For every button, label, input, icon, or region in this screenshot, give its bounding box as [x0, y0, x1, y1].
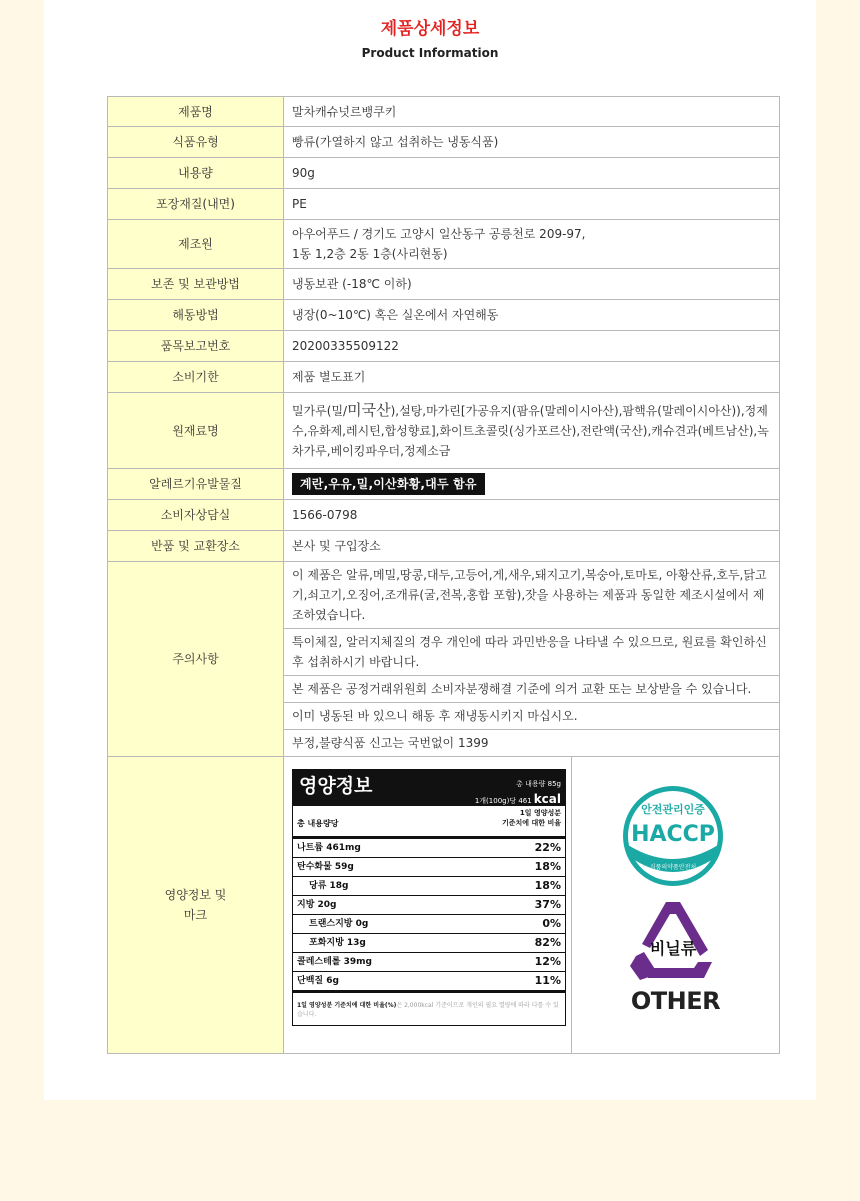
value-report-number: 20200335509122: [284, 331, 780, 362]
nutrition-footnote-bold: 1일 영양성분 기준치에 대한 비율(%): [297, 1002, 397, 1009]
nutrition-serving-value: 1개(100g)당 461: [474, 797, 532, 805]
row-allergy: [108, 469, 780, 500]
row-ingredients: [108, 393, 780, 469]
caution-item: 부정,불량식품 신고는 국번없이 1399: [292, 736, 489, 750]
label-food-type: 식품유형: [108, 127, 284, 158]
nutrition-kcal-unit: kcal: [533, 792, 561, 806]
nutrient-percent: 11%: [534, 974, 561, 987]
nutrition-row: [293, 839, 565, 858]
caution-item: 특이체질, 알러지체질의 경우 개인에 따라 과민반응을 나타낼 수 있으므로, 원료를 확인하신 후 섭취하시기 바랍니다.: [284, 629, 779, 676]
value-volume: 90g: [284, 158, 780, 189]
nutrition-title: 영양정보: [299, 775, 373, 797]
nutrient-percent: 82%: [534, 936, 561, 949]
label-thaw: 해동방법: [108, 300, 284, 331]
row-food-type: [108, 127, 780, 158]
caution-item: 이미 냉동된 바 있으니 해동 후 재냉동시키지 마십시오.: [284, 703, 779, 730]
nutrient-name: 탄수화물 59g: [297, 862, 354, 872]
label-report-number: 품목보고번호: [108, 331, 284, 362]
nutrient-name: 콜레스테롤 39mg: [297, 957, 372, 967]
label-consumer-center: 소비자상담실: [108, 500, 284, 531]
nutrition-sub-left: 총 내용량당: [297, 819, 339, 828]
page-subtitle: Product Information: [361, 46, 499, 60]
value-thaw: 냉장(0~10℃) 혹은 실온에서 자연해동: [284, 300, 780, 331]
haccp-logo-icon: [620, 783, 726, 889]
value-storage: 냉동보관 (-18℃ 이하): [284, 269, 780, 300]
nutrient-name: 당류 18g: [309, 881, 349, 891]
label-nutrition-marks: [108, 757, 284, 1054]
nutrient-name: 단백질 6g: [297, 976, 339, 986]
row-consumer-center: [108, 500, 780, 531]
manufacturer-line-2: 1동 1,2층 2동 1층(사리현동): [292, 247, 448, 261]
recycle-arrow-2: [648, 962, 712, 978]
nutrition-row: [293, 896, 565, 915]
nutrition-rows: [293, 839, 565, 991]
nutrient-percent: 18%: [534, 879, 561, 892]
row-caution: [108, 562, 780, 757]
ingredients-post: ),설탕,마가린[가공유지(팜유(말레이시아산),팜핵유(말레이시아산)),정제수,유화제,레시틴,합성향료],화이트초콜릿(싱가포르산),전란액(국산),캐슈견과(베트남산),녹차가루,베이킹파우더,정제소금: [292, 404, 769, 458]
value-returns: 본사 및 구입장소: [284, 531, 780, 562]
nutrition-row: [293, 877, 565, 896]
caution-item: 본 제품은 공정거래위원회 소비자분쟁해결 기준에 의거 교환 또는 보상받을 수 있습니다.: [284, 676, 779, 703]
label-returns: 반품 및 교환장소: [108, 531, 284, 562]
row-expiry: [108, 362, 780, 393]
nutrient-name: 트랜스지방 0g: [309, 919, 369, 929]
nutrition-footnote: [293, 991, 565, 1025]
allergy-badge: 계란,우유,밀,이산화황,대두 함유: [292, 473, 485, 495]
recycle-mark-icon: [628, 900, 718, 986]
nutrient-name: 지방 20g: [297, 900, 337, 910]
nutrient-percent: 12%: [534, 955, 561, 968]
nutrition-label-line-2: 마크: [183, 908, 208, 922]
row-storage: [108, 269, 780, 300]
nutrition-total: 총 내용량 85g: [516, 780, 561, 788]
caution-item: 이 제품은 알류,메밀,땅콩,대두,고등어,게,새우,돼지고기,복숭아,토마토, 아황산류,호두,닭고기,쇠고기,오징어,조개류(굴,전복,홍합 포함),잣을 사용하는 제품과 동일한 제조시설에서 제조하였습니다.: [284, 562, 779, 629]
nutrition-footnote-rest: 은 2,000kcal 기준이므로 개인의 필요 열량에 따라 다를 수 있습니다.: [297, 1002, 559, 1018]
nutrition-marks-wrap: [284, 757, 779, 1053]
label-volume: 내용량: [108, 158, 284, 189]
row-volume: [108, 158, 780, 189]
nutrition-cell: [284, 757, 572, 1053]
label-allergy: 알레르기유발물질: [108, 469, 284, 500]
nutrient-percent: 22%: [534, 841, 561, 854]
product-info-table: [107, 96, 780, 1054]
nutrition-row: [293, 972, 565, 991]
nutrition-row: [293, 858, 565, 877]
nutrition-row: [293, 934, 565, 953]
row-report-number: [108, 331, 780, 362]
nutrition-facts-label: [292, 769, 566, 1026]
haccp-top-text: 안전관리인증: [641, 803, 705, 816]
ingredients-pre: 밀가루(밀/: [292, 404, 348, 418]
nutrition-row: [293, 953, 565, 972]
label-storage: 보존 및 보관방법: [108, 269, 284, 300]
value-expiry: 제품 별도표기: [284, 362, 780, 393]
label-packaging: 포장재질(내면): [108, 189, 284, 220]
value-packaging: PE: [284, 189, 780, 220]
value-food-type: 빵류(가열하지 않고 섭취하는 냉동식품): [284, 127, 780, 158]
manufacturer-line-1: 아우어푸드 / 경기도 고양시 일산동구 공릉천로 209-97,: [292, 227, 586, 241]
nutrient-percent: 18%: [534, 860, 561, 873]
value-allergy-cell: [284, 469, 780, 500]
row-product-name: [108, 97, 780, 127]
nutrition-label-line-1: 영양정보 및: [164, 888, 227, 902]
haccp-bottom-text: 식품의약품안전처: [649, 864, 697, 871]
row-manufacturer: [108, 220, 780, 269]
value-consumer-center: 1566-0798: [284, 500, 780, 531]
label-expiry: 소비기한: [108, 362, 284, 393]
label-ingredients: 원재료명: [108, 393, 284, 469]
value-nutrition-marks: [284, 757, 780, 1054]
nutrient-percent: 0%: [542, 917, 561, 930]
nutrition-sub-right-2: 기준치에 대한 비율: [502, 819, 561, 827]
value-ingredients: [284, 393, 780, 469]
row-packaging: [108, 189, 780, 220]
value-caution: [284, 562, 780, 757]
nutrition-sub-right: [502, 808, 561, 834]
recycle-text: 비닐류: [649, 939, 697, 958]
nutrition-sub-right-1: 1일 영양성분: [519, 809, 561, 817]
value-product-name: 말차캐슈넛르뱅쿠키: [284, 97, 780, 127]
ingredients-origin-highlight: 미국산: [347, 401, 391, 419]
nutrient-percent: 37%: [534, 898, 561, 911]
row-returns: [108, 531, 780, 562]
label-product-name: 제품명: [108, 97, 284, 127]
row-thaw: [108, 300, 780, 331]
marks-cell: [572, 757, 779, 1053]
page-title: 제품상세정보: [380, 19, 480, 39]
nutrient-name: 나트륨 461mg: [297, 843, 361, 853]
row-nutrition-marks: [108, 757, 780, 1054]
haccp-main-text: HACCP: [631, 822, 715, 847]
nutrition-row: [293, 915, 565, 934]
label-caution: 주의사항: [108, 562, 284, 757]
label-manufacturer: 제조원: [108, 220, 284, 269]
value-manufacturer: [284, 220, 780, 269]
nutrient-name: 포화지방 13g: [309, 938, 366, 948]
nutrition-header: [293, 770, 565, 806]
nutrition-serving: [475, 789, 561, 811]
recycle-class-text: OTHER: [630, 987, 721, 1015]
